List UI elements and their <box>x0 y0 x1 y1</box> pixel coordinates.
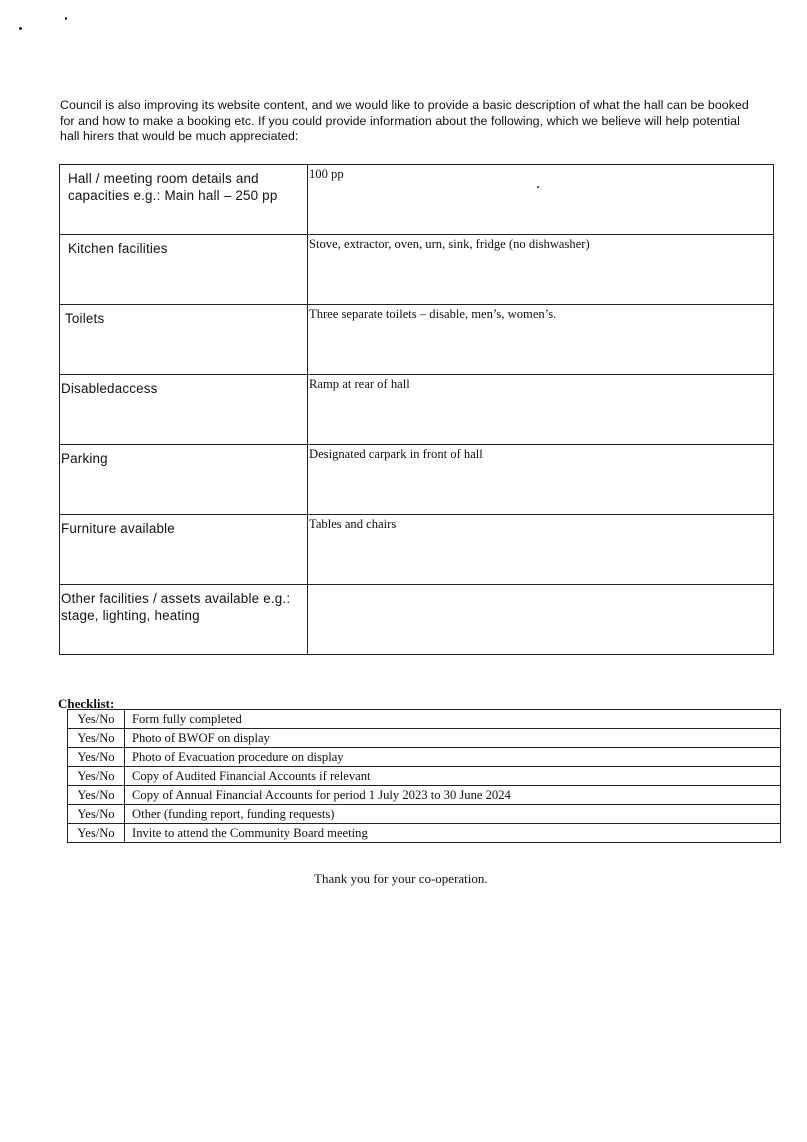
detail-value-cell[interactable] <box>308 585 774 655</box>
checklist-status[interactable]: Yes/No <box>68 824 125 843</box>
detail-label: Toilets <box>65 311 105 326</box>
table-row <box>68 824 781 843</box>
checklist-status[interactable]: Yes/No <box>68 729 125 748</box>
detail-value: Three separate toilets – disable, men’s, women’s. <box>309 307 557 321</box>
table-row <box>68 748 781 767</box>
scan-speck <box>19 27 22 30</box>
detail-label-cell <box>60 165 308 235</box>
detail-value: Designated carpark in front of hall <box>309 447 483 461</box>
detail-label-cell <box>60 515 308 585</box>
detail-label: Kitchen facilities <box>68 241 168 256</box>
checklist-item: Photo of BWOF on display <box>125 729 781 748</box>
table-row <box>60 235 774 305</box>
checklist-item: Other (funding report, funding requests) <box>125 805 781 824</box>
detail-label: Other facilities / assets available e.g.: stage, lighting, heating <box>61 591 291 623</box>
checklist-item: Copy of Audited Financial Accounts if relevant <box>125 767 781 786</box>
thank-you-note: Thank you for your co-operation. <box>314 871 488 886</box>
scan-speck <box>65 17 67 20</box>
detail-label-cell <box>60 585 308 655</box>
checklist-table <box>67 709 781 843</box>
hall-details-table <box>59 164 774 655</box>
table-row <box>60 305 774 375</box>
checklist-status[interactable]: Yes/No <box>68 710 125 729</box>
detail-value-cell[interactable] <box>308 305 774 375</box>
table-row <box>68 710 781 729</box>
detail-value-cell[interactable] <box>308 375 774 445</box>
table-row <box>60 445 774 515</box>
detail-value: Ramp at rear of hall <box>309 377 410 391</box>
checklist-status[interactable]: Yes/No <box>68 786 125 805</box>
checklist-status[interactable]: Yes/No <box>68 767 125 786</box>
detail-value-cell[interactable] <box>308 165 774 235</box>
detail-value: 100 pp <box>309 167 344 181</box>
table-row <box>60 585 774 655</box>
detail-value-cell[interactable] <box>308 235 774 305</box>
table-row <box>60 515 774 585</box>
detail-value: Stove, extractor, oven, urn, sink, fridge (no dishwasher) <box>309 237 590 251</box>
detail-label-cell <box>60 445 308 515</box>
table-row <box>60 375 774 445</box>
detail-value <box>308 585 773 587</box>
detail-value: Tables and chairs <box>309 517 397 531</box>
table-row <box>60 165 774 235</box>
table-row <box>68 767 781 786</box>
detail-label: Parking <box>61 451 108 466</box>
intro-paragraph: Council is also improving its website content, and we would like to provide a basic description of what the hall can be booked for and how to make a booking etc. If you could provide information about the following, which we believe will help potential hall hirers that would be much appreciated: <box>60 98 749 144</box>
detail-label: Furniture available <box>61 521 175 536</box>
detail-label: Disabledaccess <box>61 381 158 396</box>
detail-label-cell <box>60 235 308 305</box>
detail-label-cell <box>60 305 308 375</box>
checklist-item: Copy of Annual Financial Accounts for period 1 July 2023 to 30 June 2024 <box>125 786 781 805</box>
table-row <box>68 805 781 824</box>
detail-value-cell[interactable] <box>308 445 774 515</box>
checklist-status[interactable]: Yes/No <box>68 748 125 767</box>
detail-value-cell[interactable] <box>308 515 774 585</box>
checklist-item: Photo of Evacuation procedure on display <box>125 748 781 767</box>
checklist-item: Invite to attend the Community Board meeting <box>125 824 781 843</box>
checklist-heading: Checklist: <box>58 696 115 711</box>
table-row <box>68 786 781 805</box>
detail-label: Hall / meeting room details and capacities e.g.: Main hall – 250 pp <box>68 171 278 203</box>
checklist-status[interactable]: Yes/No <box>68 805 125 824</box>
checklist-item: Form fully completed <box>125 710 781 729</box>
table-row <box>68 729 781 748</box>
detail-label-cell <box>60 375 308 445</box>
